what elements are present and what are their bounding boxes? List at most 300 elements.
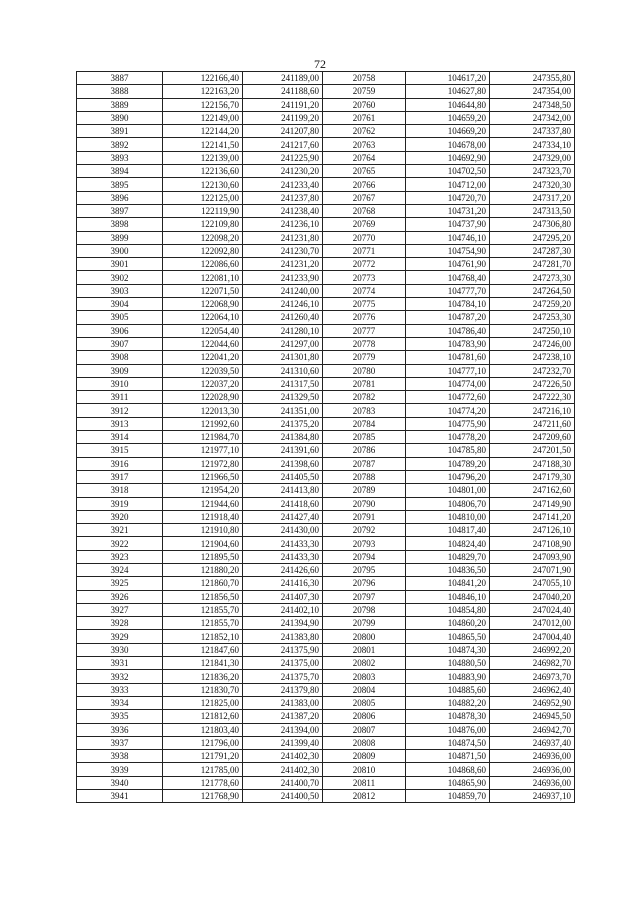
table-cell: 246936,00	[490, 776, 575, 789]
table-cell: 20796	[323, 577, 406, 590]
table-cell: 246982,70	[490, 657, 575, 670]
table-cell: 3895	[77, 178, 163, 191]
table-cell: 3927	[77, 603, 163, 616]
table-cell: 3936	[77, 723, 163, 736]
table-cell: 241246,10	[243, 298, 323, 311]
table-row	[77, 204, 575, 217]
table-cell: 20769	[323, 218, 406, 231]
table-cell: 104801,00	[406, 484, 490, 497]
table-cell: 20797	[323, 590, 406, 603]
table-cell: 247342,00	[490, 111, 575, 124]
table-cell: 246945,50	[490, 710, 575, 723]
table-cell: 3932	[77, 670, 163, 683]
table-cell: 241430,00	[243, 524, 323, 537]
table-cell: 241400,50	[243, 790, 323, 803]
table-row	[77, 603, 575, 616]
table-cell: 20768	[323, 204, 406, 217]
table-row	[77, 750, 575, 763]
table-row	[77, 244, 575, 257]
table-cell: 121944,60	[163, 497, 243, 510]
table-cell: 20762	[323, 125, 406, 138]
table-cell: 104777,70	[406, 284, 490, 297]
table-cell: 241427,40	[243, 510, 323, 523]
table-cell: 121992,60	[163, 417, 243, 430]
table-cell: 246992,20	[490, 643, 575, 656]
table-cell: 241231,20	[243, 258, 323, 271]
table-row	[77, 165, 575, 178]
table-cell: 3898	[77, 218, 163, 231]
table-cell: 241240,00	[243, 284, 323, 297]
table-cell: 247071,90	[490, 563, 575, 576]
table-cell: 104880,50	[406, 657, 490, 670]
table-cell: 20779	[323, 351, 406, 364]
table-cell: 104883,90	[406, 670, 490, 683]
table-row	[77, 391, 575, 404]
table-cell: 104692,90	[406, 151, 490, 164]
table-cell: 121966,50	[163, 470, 243, 483]
table-row	[77, 590, 575, 603]
table-cell: 247320,30	[490, 178, 575, 191]
table-cell: 104702,50	[406, 165, 490, 178]
table-cell: 20787	[323, 457, 406, 470]
coordinates-table	[76, 71, 575, 803]
table-cell: 20784	[323, 417, 406, 430]
table-cell: 3900	[77, 244, 163, 257]
table-cell: 3911	[77, 391, 163, 404]
table-row	[77, 617, 575, 630]
table-cell: 20809	[323, 750, 406, 763]
table-cell: 247337,80	[490, 125, 575, 138]
table-row	[77, 258, 575, 271]
table-cell: 104761,90	[406, 258, 490, 271]
table-cell: 247232,70	[490, 364, 575, 377]
table-cell: 20785	[323, 431, 406, 444]
table-cell: 3897	[77, 204, 163, 217]
table-cell: 104737,90	[406, 218, 490, 231]
table-cell: 247250,10	[490, 324, 575, 337]
table-cell: 121830,70	[163, 683, 243, 696]
table-cell: 241433,30	[243, 550, 323, 563]
table-cell: 20810	[323, 763, 406, 776]
table-row	[77, 577, 575, 590]
table-cell: 3917	[77, 470, 163, 483]
table-cell: 122098,20	[163, 231, 243, 244]
table-cell: 104796,20	[406, 470, 490, 483]
table-cell: 20780	[323, 364, 406, 377]
table-cell: 3916	[77, 457, 163, 470]
table-cell: 241391,60	[243, 444, 323, 457]
table-row	[77, 643, 575, 656]
table-cell: 247222,30	[490, 391, 575, 404]
table-cell: 241199,20	[243, 111, 323, 124]
table-cell: 104829,70	[406, 550, 490, 563]
table-row	[77, 98, 575, 111]
table-cell: 20777	[323, 324, 406, 337]
table-cell: 3906	[77, 324, 163, 337]
table-cell: 241301,80	[243, 351, 323, 364]
table-row	[77, 431, 575, 444]
table-row	[77, 670, 575, 683]
table-cell: 3896	[77, 191, 163, 204]
table-cell: 3921	[77, 524, 163, 537]
table-cell: 247317,20	[490, 191, 575, 204]
table-cell: 247126,10	[490, 524, 575, 537]
table-cell: 104874,50	[406, 736, 490, 749]
table-cell: 246937,10	[490, 790, 575, 803]
table-cell: 20772	[323, 258, 406, 271]
table-cell: 3901	[77, 258, 163, 271]
table-cell: 122144,20	[163, 125, 243, 138]
table-cell: 247141,20	[490, 510, 575, 523]
table-cell: 122136,60	[163, 165, 243, 178]
table-cell: 3913	[77, 417, 163, 430]
table-cell: 121841,30	[163, 657, 243, 670]
table-cell: 104865,50	[406, 630, 490, 643]
table-cell: 247216,10	[490, 404, 575, 417]
table-cell: 241310,60	[243, 364, 323, 377]
table-row	[77, 351, 575, 364]
table-cell: 241236,10	[243, 218, 323, 231]
table-cell: 247238,10	[490, 351, 575, 364]
table-cell: 3908	[77, 351, 163, 364]
table-cell: 121855,70	[163, 617, 243, 630]
table-cell: 121778,60	[163, 776, 243, 789]
table-cell: 241230,70	[243, 244, 323, 257]
table-cell: 20764	[323, 151, 406, 164]
table-cell: 247355,80	[490, 72, 575, 85]
table-cell: 104783,90	[406, 337, 490, 350]
table-cell: 121972,80	[163, 457, 243, 470]
table-cell: 20765	[323, 165, 406, 178]
table-cell: 3928	[77, 617, 163, 630]
table-cell: 241375,00	[243, 657, 323, 670]
table-cell: 20758	[323, 72, 406, 85]
table-cell: 104712,00	[406, 178, 490, 191]
table-cell: 3909	[77, 364, 163, 377]
table-cell: 3925	[77, 577, 163, 590]
table-cell: 122119,90	[163, 204, 243, 217]
table-cell: 247281,70	[490, 258, 575, 271]
table-cell: 20782	[323, 391, 406, 404]
table-cell: 20803	[323, 670, 406, 683]
table-row	[77, 470, 575, 483]
table-cell: 246952,90	[490, 696, 575, 709]
table-cell: 3926	[77, 590, 163, 603]
table-cell: 3937	[77, 736, 163, 749]
table-cell: 104854,80	[406, 603, 490, 616]
table-cell: 241407,30	[243, 590, 323, 603]
table-cell: 3920	[77, 510, 163, 523]
table-cell: 3929	[77, 630, 163, 643]
table-cell: 20759	[323, 85, 406, 98]
table-cell: 104774,20	[406, 404, 490, 417]
table-cell: 104885,60	[406, 683, 490, 696]
table-cell: 121895,50	[163, 550, 243, 563]
table-cell: 241398,60	[243, 457, 323, 470]
table-cell: 104846,10	[406, 590, 490, 603]
table-cell: 3931	[77, 657, 163, 670]
table-cell: 104859,70	[406, 790, 490, 803]
table-cell: 247287,30	[490, 244, 575, 257]
table-cell: 20798	[323, 603, 406, 616]
table-cell: 241394,90	[243, 617, 323, 630]
table-cell: 241402,10	[243, 603, 323, 616]
table-cell: 20766	[323, 178, 406, 191]
table-cell: 121796,00	[163, 736, 243, 749]
table-cell: 3894	[77, 165, 163, 178]
table-cell: 20800	[323, 630, 406, 643]
table-cell: 241394,00	[243, 723, 323, 736]
table-cell: 122130,60	[163, 178, 243, 191]
table-row	[77, 298, 575, 311]
table-cell: 122081,10	[163, 271, 243, 284]
table-cell: 104871,50	[406, 750, 490, 763]
table-cell: 20804	[323, 683, 406, 696]
table-cell: 3905	[77, 311, 163, 324]
table-cell: 247226,50	[490, 377, 575, 390]
table-row	[77, 763, 575, 776]
table-row	[77, 404, 575, 417]
table-cell: 104789,20	[406, 457, 490, 470]
table-row	[77, 311, 575, 324]
table-cell: 246936,00	[490, 750, 575, 763]
table-cell: 247179,30	[490, 470, 575, 483]
table-cell: 20795	[323, 563, 406, 576]
table-row	[77, 218, 575, 231]
table-cell: 241207,80	[243, 125, 323, 138]
table-cell: 20781	[323, 377, 406, 390]
table-row	[77, 111, 575, 124]
table-cell: 104754,90	[406, 244, 490, 257]
table-row	[77, 790, 575, 803]
table-cell: 3893	[77, 151, 163, 164]
table-cell: 247211,60	[490, 417, 575, 430]
table-cell: 121791,20	[163, 750, 243, 763]
table-row	[77, 85, 575, 98]
table-cell: 3933	[77, 683, 163, 696]
table-cell: 3904	[77, 298, 163, 311]
table-cell: 3934	[77, 696, 163, 709]
table-cell: 104817,40	[406, 524, 490, 537]
table-cell: 121825,00	[163, 696, 243, 709]
table-row	[77, 696, 575, 709]
table-cell: 241191,20	[243, 98, 323, 111]
table-cell: 122037,20	[163, 377, 243, 390]
table-cell: 3938	[77, 750, 163, 763]
table-cell: 3887	[77, 72, 163, 85]
table-cell: 104876,00	[406, 723, 490, 736]
table-cell: 104841,20	[406, 577, 490, 590]
table-cell: 241383,80	[243, 630, 323, 643]
table-cell: 241297,00	[243, 337, 323, 350]
table-cell: 241399,40	[243, 736, 323, 749]
table-cell: 122068,90	[163, 298, 243, 311]
table-cell: 20775	[323, 298, 406, 311]
table-row	[77, 563, 575, 576]
table-row	[77, 138, 575, 151]
table-row	[77, 72, 575, 85]
table-row	[77, 191, 575, 204]
table-row	[77, 324, 575, 337]
table-cell: 241231,80	[243, 231, 323, 244]
table-cell: 246937,40	[490, 736, 575, 749]
table-cell: 3919	[77, 497, 163, 510]
table-cell: 247329,00	[490, 151, 575, 164]
table-cell: 241317,50	[243, 377, 323, 390]
table-cell: 241433,30	[243, 537, 323, 550]
table-cell: 104669,20	[406, 125, 490, 138]
table-cell: 247149,90	[490, 497, 575, 510]
table-cell: 121860,70	[163, 577, 243, 590]
table-cell: 20761	[323, 111, 406, 124]
table-cell: 121954,20	[163, 484, 243, 497]
table-cell: 121910,80	[163, 524, 243, 537]
table-cell: 122109,80	[163, 218, 243, 231]
table-cell: 241418,60	[243, 497, 323, 510]
table-cell: 246962,40	[490, 683, 575, 696]
table-cell: 104617,20	[406, 72, 490, 85]
table-cell: 20807	[323, 723, 406, 736]
table-cell: 247012,00	[490, 617, 575, 630]
table-cell: 104865,90	[406, 776, 490, 789]
table-cell: 122125,00	[163, 191, 243, 204]
table-cell: 122156,70	[163, 98, 243, 111]
table-cell: 247354,00	[490, 85, 575, 98]
table-cell: 241230,20	[243, 165, 323, 178]
table-cell: 122071,50	[163, 284, 243, 297]
table-cell: 104874,30	[406, 643, 490, 656]
table-cell: 122028,90	[163, 391, 243, 404]
table-cell: 247273,30	[490, 271, 575, 284]
table-cell: 3918	[77, 484, 163, 497]
table-cell: 104731,20	[406, 204, 490, 217]
table-cell: 241237,80	[243, 191, 323, 204]
table-cell: 20812	[323, 790, 406, 803]
table-row	[77, 630, 575, 643]
table-cell: 20774	[323, 284, 406, 297]
table-cell: 246936,00	[490, 763, 575, 776]
table-row	[77, 510, 575, 523]
table-cell: 20805	[323, 696, 406, 709]
table-cell: 122013,30	[163, 404, 243, 417]
table-cell: 247295,20	[490, 231, 575, 244]
table-cell: 3935	[77, 710, 163, 723]
table-cell: 20794	[323, 550, 406, 563]
table-row	[77, 178, 575, 191]
table-cell: 241233,90	[243, 271, 323, 284]
table-cell: 3899	[77, 231, 163, 244]
table-cell: 122054,40	[163, 324, 243, 337]
table-cell: 104785,80	[406, 444, 490, 457]
table-row	[77, 657, 575, 670]
table-cell: 241188,60	[243, 85, 323, 98]
table-cell: 3924	[77, 563, 163, 576]
table-cell: 247334,10	[490, 138, 575, 151]
table-cell: 121785,00	[163, 763, 243, 776]
table-cell: 122139,00	[163, 151, 243, 164]
table-cell: 104878,30	[406, 710, 490, 723]
table-cell: 122041,20	[163, 351, 243, 364]
table-cell: 3923	[77, 550, 163, 563]
table-cell: 104787,20	[406, 311, 490, 324]
table-cell: 104810,00	[406, 510, 490, 523]
table-cell: 247004,40	[490, 630, 575, 643]
table-cell: 20788	[323, 470, 406, 483]
table-cell: 104860,20	[406, 617, 490, 630]
table-cell: 104784,10	[406, 298, 490, 311]
table-cell: 20793	[323, 537, 406, 550]
table-row	[77, 417, 575, 430]
table-cell: 104824,40	[406, 537, 490, 550]
table-cell: 3902	[77, 271, 163, 284]
table-cell: 121856,50	[163, 590, 243, 603]
table-cell: 241189,00	[243, 72, 323, 85]
table-cell: 241217,60	[243, 138, 323, 151]
table-row	[77, 271, 575, 284]
table-cell: 20773	[323, 271, 406, 284]
table-cell: 104644,80	[406, 98, 490, 111]
table-cell: 247188,30	[490, 457, 575, 470]
table-cell: 241225,90	[243, 151, 323, 164]
table-cell: 20811	[323, 776, 406, 789]
table-cell: 121977,10	[163, 444, 243, 457]
table-cell: 241375,90	[243, 643, 323, 656]
table-row	[77, 550, 575, 563]
table-row	[77, 231, 575, 244]
table-cell: 247259,20	[490, 298, 575, 311]
table-cell: 104836,50	[406, 563, 490, 576]
table-cell: 247024,40	[490, 603, 575, 616]
table-cell: 241375,20	[243, 417, 323, 430]
table-cell: 241387,20	[243, 710, 323, 723]
table-cell: 20760	[323, 98, 406, 111]
table-row	[77, 337, 575, 350]
table-cell: 241413,80	[243, 484, 323, 497]
table-cell: 121852,10	[163, 630, 243, 643]
table-cell: 20763	[323, 138, 406, 151]
table-row	[77, 710, 575, 723]
table-cell: 104806,70	[406, 497, 490, 510]
table-cell: 104778,20	[406, 431, 490, 444]
table-cell: 247201,50	[490, 444, 575, 457]
table-cell: 3889	[77, 98, 163, 111]
table-cell: 247313,50	[490, 204, 575, 217]
table-row	[77, 457, 575, 470]
table-cell: 104882,20	[406, 696, 490, 709]
table-cell: 121803,40	[163, 723, 243, 736]
table-cell: 121918,40	[163, 510, 243, 523]
table-row	[77, 683, 575, 696]
table-cell: 122044,60	[163, 337, 243, 350]
table-cell: 104627,80	[406, 85, 490, 98]
table-row	[77, 524, 575, 537]
table-cell: 104772,60	[406, 391, 490, 404]
table-cell: 122039,50	[163, 364, 243, 377]
table-cell: 3891	[77, 125, 163, 138]
table-cell: 3922	[77, 537, 163, 550]
table-cell: 247108,90	[490, 537, 575, 550]
table-row	[77, 723, 575, 736]
table-cell: 3890	[77, 111, 163, 124]
table-cell: 104774,00	[406, 377, 490, 390]
table-row	[77, 444, 575, 457]
table-cell: 104720,70	[406, 191, 490, 204]
table-cell: 20801	[323, 643, 406, 656]
table-cell: 247246,00	[490, 337, 575, 350]
table-cell: 241233,40	[243, 178, 323, 191]
table-row	[77, 497, 575, 510]
page-number: 72	[314, 57, 326, 71]
